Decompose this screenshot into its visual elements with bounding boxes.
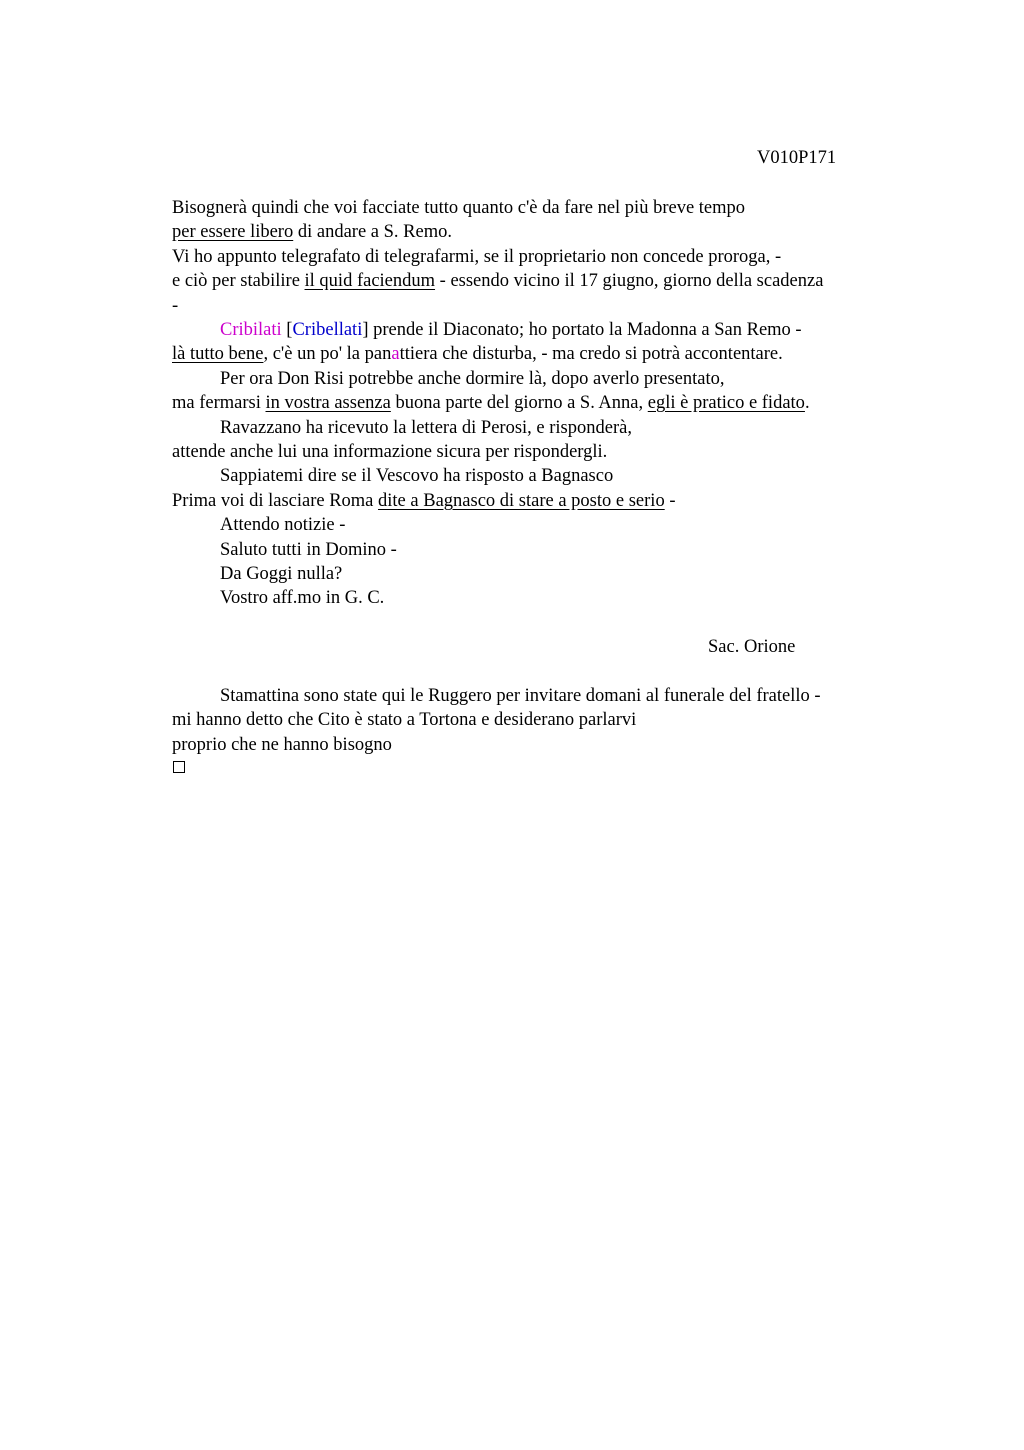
text-line: Sappiatemi dire se il Vescovo ha risposto a Bagnasco (220, 466, 614, 486)
original-word-magenta: Cribilati (220, 320, 282, 340)
postscript-line: mi hanno detto che Cito è stato a Tortona e desiderano parlarvi (172, 710, 637, 730)
text-line: Prima voi di lasciare Roma dite a Bagnasco di stare a posto e serio - (172, 491, 676, 511)
empty-square-icon (173, 761, 185, 773)
underlined-phrase: il quid faciendum (304, 271, 436, 291)
text-line: Ravazzano ha ricevuto la lettera di Perosi, e risponderà, (220, 418, 632, 438)
postscript-line: Stamattina sono state qui le Ruggero per invitare domani al funerale del fratello - (220, 686, 821, 706)
underlined-phrase: dite a Bagnasco di stare a posto e serio (378, 491, 665, 511)
text-line: e ciò per stabilire il quid faciendum - essendo vicino il 17 giugno, giorno della scadenza (172, 271, 824, 291)
closing-line: Vostro aff.mo in G. C. (220, 588, 385, 608)
signature: Sac. Orione (708, 637, 796, 657)
text-line: Attendo notizie - (220, 515, 346, 535)
text-line: - (172, 296, 179, 316)
text-line: ma fermarsi in vostra assenza buona parte del giorno a S. Anna, egli è pratico e fidato. (172, 393, 810, 413)
text-line: per essere libero di andare a S. Remo. (172, 222, 452, 242)
text-line: Vi ho appunto telegrafato di telegrafarmi, se il proprietario non concede proroga, - (172, 247, 782, 267)
text-line: Per ora Don Risi potrebbe anche dormire là, dopo averlo presentato, (220, 369, 725, 389)
underlined-phrase: per essere libero (172, 222, 294, 242)
text-line: attende anche lui una informazione sicura per rispondergli. (172, 442, 608, 462)
postscript-line: proprio che ne hanno bisogno (172, 735, 392, 755)
text-line: Da Goggi nulla? (220, 564, 343, 584)
highlighted-letter-magenta: a (391, 344, 400, 364)
underlined-phrase: là tutto bene (172, 344, 264, 364)
document-id: V010P171 (757, 148, 837, 168)
text-line: là tutto bene, c'è un po' la panattiera che disturba, - ma credo si potrà accontentare. (172, 344, 783, 364)
corrected-word-blue: Cribellati (292, 320, 363, 340)
text-line: Cribilati [Cribellati] prende il Diaconato; ho portato la Madonna a San Remo - (220, 320, 802, 340)
underlined-phrase: egli è pratico e fidato (647, 393, 805, 413)
text-line: Saluto tutti in Domino - (220, 540, 397, 560)
text-line: Bisognerà quindi che voi facciate tutto quanto c'è da fare nel più breve tempo (172, 198, 746, 218)
underlined-phrase: in vostra assenza (265, 393, 391, 413)
